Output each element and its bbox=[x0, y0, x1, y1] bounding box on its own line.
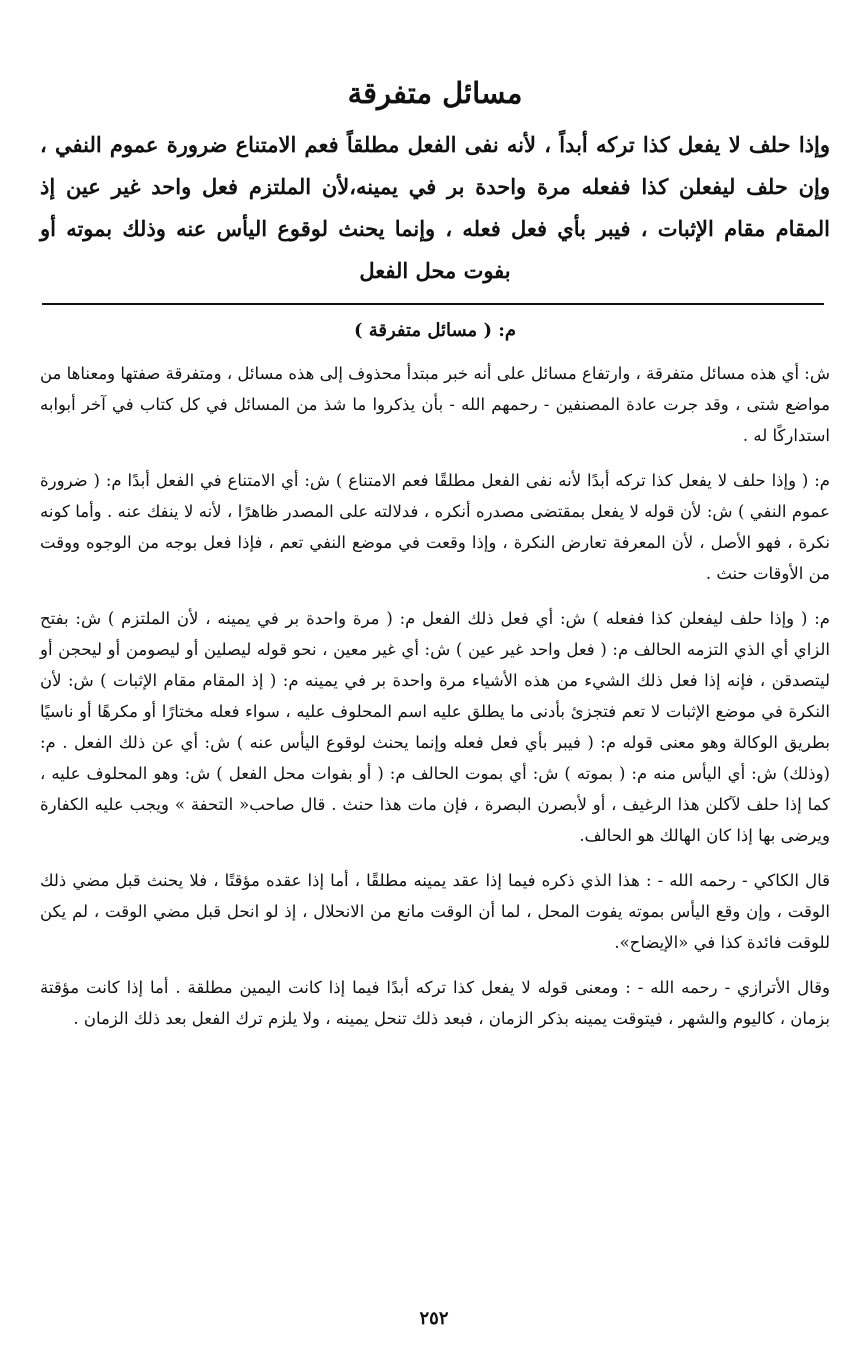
commentary-paragraph-2: م: ( وإذا حلف لا يفعل كذا تركه أبدًا لأنه نفى الفعل مطلقًا فعم الامتناع ) ش: أي الامتناع في الفعل أبدًا م: ( ضرورة عموم النفي ) ش: لأن قوله لا يفعل بمقتضى مصدره أنكره ، فدلالته على المصدر ظاهرًا ، لأنه لا ينفك عنه . وأما كونه نكرة ، فهو الأصل ، لأن المعرفة تعارض النكرة ، وإذا وقعت في موضع النفي تعم ، فإذا فعل بوجه من الوجوه ووقت من الأوقات حنث . bbox=[40, 471, 830, 583]
commentary-paragraph-3: م: ( وإذا حلف ليفعلن كذا ففعله ) ش: أي فعل ذلك الفعل م: ( مرة واحدة بر في يمينه ، لأن الملتزم ) ش: بفتح الزاي أي الذي التزمه الحالف م: ( فعل واحد غير عين ) ش: أي غير معين ، نحو قوله ليصلين أو ليصومن أو ليحجن أو ليتصدقن ، فإنه إذا فعل ذلك الشيء من هذه الأشياء مرة واحدة بر في يمينه م: ( إذ المقام مقام الإثبات ) ش: لأن النكرة في موضع الإثبات لا تعم فتجزئ بأدنى ما يطلق عليه اسم المحلوف عليه ، سواء فعله مختارًا أو مكرهًا أو ناسيًا بطريق الوكالة وهو معنى قوله م: ( فيبر بأي فعل فعله وإنما يحنث لوقوع اليأس عنه ) ش: أي عن ذلك الفعل . م: (وذلك) ش: أي اليأس منه م: ( بموته ) ش: أي بموت الحالف م: ( أو بفوات محل الفعل ) ش: وهو المحلوف عليه ، كما إذا حلف لآكلن هذا الرغيف ، أو لأبصرن البصرة ، فإن مات هذا حنث . قال صاحب« التحفة » ويجب عليه الكفارة ويرضى بها إذا كان الهالك هو الحالف. bbox=[40, 609, 830, 845]
page-number: ٢٥٢ bbox=[419, 1308, 449, 1329]
commentary-section bbox=[40, 312, 830, 1048]
matn-section bbox=[40, 70, 830, 292]
section-divider bbox=[42, 303, 824, 305]
commentary-paragraph-1: ش: أي هذه مسائل متفرقة ، وارتفاع مسائل على أنه خبر مبتدأ محذوف إلى هذه مسائل ، ومتفرقة صفتها ومعناها من مواضع شتى ، وقد جرت عادة المصنفين - رحمهم الله - بأن يذكروا ما شذ من المسائل في كل كتاب في آخر أبوابه استداركًا له . bbox=[40, 364, 830, 445]
matn-text: وإذا حلف لا يفعل كذا تركه أبداً ، لأنه نفى الفعل مطلقاً فعم الامتناع ضرورة عموم النفي ، وإن حلف ليفعلن كذا ففعله مرة واحدة بر في يمينه،لأن الملتزم فعل واحد غير عين إذ المقام مقام الإثبات ، فيبر بأي فعل فعله ، وإنما يحنث لوقوع اليأس عنه وذلك بموته أو بفوت محل الفعل bbox=[40, 132, 830, 283]
commentary-paragraph-5: وقال الأترازي - رحمه الله - : ومعنى قوله لا يفعل كذا تركه أبدًا فيما إذا كانت اليمين مطلقة . أما إذا كانت مؤقتة بزمان ، كاليوم والشهر ، فيتوقت يمينه بذكر الزمان ، فبعد ذلك تنحل يمينه ، ولا يلزم ترك الفعل بعد ذلك الزمان . bbox=[40, 978, 830, 1028]
commentary-subheading: م: ( مسائل متفرقة ) bbox=[353, 320, 517, 341]
commentary-paragraph-4: قال الكاكي - رحمه الله - : هذا الذي ذكره فيما إذا عقد يمينه مطلقًا ، أما إذا عقده مؤقتًا ، فلا يحنث قبل مضي ذلك الوقت ، وإن وقع اليأس بموته يفوت المحل ، لما أن الوقت مانع من الانحلال ، إذ لو انحل قبل مضي الوقت ، لم يكن للوقت فائدة كذا في «الإيضاح». bbox=[40, 871, 830, 952]
page-title: مسائل متفرقة bbox=[347, 76, 523, 110]
